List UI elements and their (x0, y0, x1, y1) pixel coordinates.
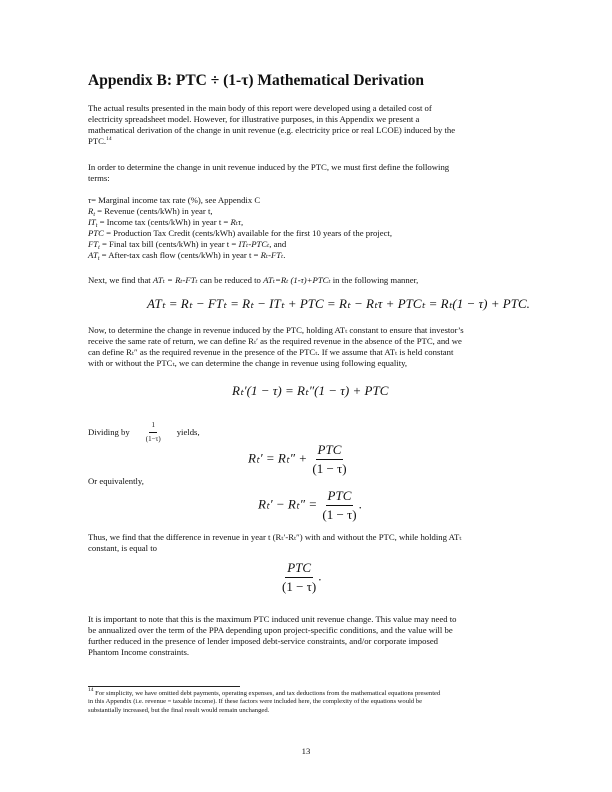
equation-divided: Rₜ′ = Rₜ″ + $\frac{\text{PTC}}{(1 - \tau)}$ (248, 442, 347, 476)
text-line: terms: (88, 173, 110, 183)
footnote: $^{14}$ For simplicity, we have omitted debt payments, operating expenses, and tax deductions from the mathematical equations presented in this Appendix (i.e. revenue = taxable income). If these factors were included here, the complexity of the equations would be substantially increased, but the final result would remain unchanged. (88, 687, 441, 714)
intro-paragraph (88, 103, 528, 147)
text-line: PTC. (88, 136, 107, 146)
equation-difference: Rₜ′ − Rₜ″ = $\frac{\text{PTC}}{(1 - \tau)}$ . (258, 488, 362, 522)
closing-paragraph (88, 614, 528, 658)
text-line: receive the same rate of return, we can define Rₜ′ as the required revenue in the absence of the PTC, and we (88, 336, 462, 346)
text-line: mathematical derivation of the change in unit revenue (e.g. electricity price or real LCOE) induced by the (88, 125, 456, 135)
define-paragraph (88, 162, 528, 184)
equation-after-tax-derivation: ATₜ = Rₜ − FTₜ = Rₜ − ITₜ + PTC = Rₜ − Rₜτ + PTCₜ = Rₜ(1 − τ) + PTC. (147, 296, 530, 311)
thus-paragraph (88, 532, 528, 554)
page-number: 13 (301, 746, 311, 756)
equation-result: $\frac{\text{PTC}}{(1 - \tau)}$ . (282, 560, 322, 594)
definition-after-tax: $AT_t$ = After-tax cash flow (cents/kWh) in year t = Rₜ-FTₜ. (88, 250, 286, 262)
text-line: with or without the PTCₜ, we can determine the change in revenue using following equality, (88, 358, 408, 368)
text-line: The actual results presented in the main body of this report were developed using a detailed cost of (88, 103, 432, 113)
text-line: constant, is equal to (88, 543, 158, 553)
text-line: can define Rₜ″ as the required revenue in the presence of the PTCₜ. If we assume that ATₜ is held constant (88, 347, 454, 357)
text-line: Thus, we find that the difference in revenue in year t (Rₜ′-Rₜ″) with and without the PTC, while holding ATₜ (88, 532, 462, 542)
definition-income-tax: $IT_t$ = Income tax (cents/kWh) in year t = Rₜτ, (88, 217, 244, 229)
equation-equality: Rₜ′(1 − τ) = Rₜ″(1 − τ) + PTC (232, 383, 389, 398)
divisor-fraction: $\frac{1}{(1-\tau)}$ (145, 421, 161, 443)
definition-tau: τ= Marginal income tax rate (%), see Appendix C (88, 195, 261, 205)
text-line: Now, to determine the change in revenue induced by the PTC, holding ATₜ constant to ensure that investor’s (88, 325, 464, 335)
definition-ptc: PTC = Production Tax Credit (cents/kWh) available for the first 10 years of the project, (88, 228, 393, 238)
now-paragraph (88, 325, 528, 369)
page-title: Appendix B: PTC ÷ (1-τ) Mathematical Derivation (88, 72, 424, 89)
text-line: In order to determine the change in unit revenue induced by the PTC, we must first define the following (88, 162, 450, 172)
definition-revenue: $R_t$ = Revenue (cents/kWh) in year t, (88, 206, 213, 218)
next-paragraph: Next, we find that ATₜ = Rₜ-FTₜ can be reduced to ATₜ=Rₜ (1-τ)+PTCₜ in the following manner, (88, 275, 419, 285)
footnote-number: 14 (88, 687, 94, 693)
footnote-ref: 14 (106, 136, 112, 142)
text-line: electricity spreadsheet model. However, for illustrative purposes, in this Appendix we present a (88, 114, 420, 124)
footnote-divider (88, 686, 240, 687)
equivalently-label: Or equivalently, (88, 476, 144, 486)
dividing-line: Dividing by $\frac{1}{(1-\tau)}$ yields, (88, 421, 200, 443)
text-line: It is important to note that this is the maximum PTC induced unit revenue change. This value may need to (88, 614, 457, 624)
definitions-list (88, 195, 528, 261)
definition-final-tax: $FT_t$ = Final tax bill (cents/kWh) in year t = ITₜ-PTCₜ, and (88, 239, 287, 251)
text-line: further reduced in the presence of lender imposed debt-service constraints, and/or corporate imposed (88, 636, 439, 646)
text-line: Phantom Income constraints. (88, 647, 190, 657)
text-line: be annualized over the term of the PPA depending upon project-specific conditions, and the value will be (88, 625, 453, 635)
